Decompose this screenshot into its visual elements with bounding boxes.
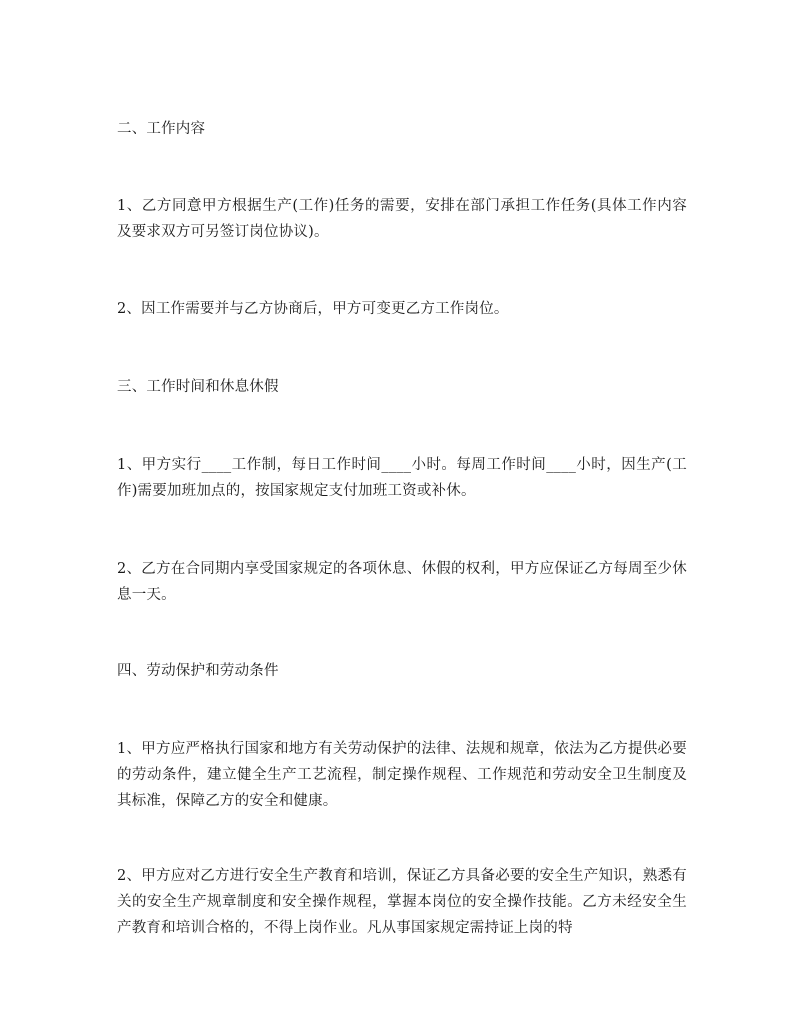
section-heading-labor-protection: 四、劳动保护和劳动条件	[117, 663, 279, 679]
clause-work-content-1: 1、乙方同意甲方根据生产(工作)任务的需要，安排在部门承担工作任务(具体工作内容及要求双方可另签订岗位协议)。	[117, 198, 687, 240]
clause-working-hours-1: 1、甲方实行____工作制，每日工作时间____小时。每周工作时间____小时，因生产(工作)需要加班加点的，按国家规定支付加班工资或补休。	[117, 457, 687, 499]
section-heading-working-hours: 三、工作时间和休息休假	[117, 379, 279, 395]
clause-labor-protection-1: 1、甲方应严格执行国家和地方有关劳动保护的法律、法规和规章，依法为乙方提供必要的劳动条件，建立健全生产工艺流程，制定操作规程、工作规范和劳动安全卫生制度及其标准，保障乙方的安全和健康。	[117, 741, 687, 809]
clause-work-content-2: 2、因工作需要并与乙方协商后，甲方可变更乙方工作岗位。	[117, 301, 509, 317]
section-heading-work-content: 二、工作内容	[117, 121, 206, 137]
clause-labor-protection-2: 2、甲方应对乙方进行安全生产教育和培训，保证乙方具备必要的安全生产知识，熟悉有关的安全生产规章制度和安全操作规程，掌握本岗位的安全操作技能。乙方未经安全生产教育和培训合格的，不得上岗作业。凡从事国家规定需持证上岗的特	[117, 868, 687, 936]
clause-working-hours-2: 2、乙方在合同期内享受国家规定的各项休息、休假的权利，甲方应保证乙方每周至少休息一天。	[117, 561, 687, 603]
